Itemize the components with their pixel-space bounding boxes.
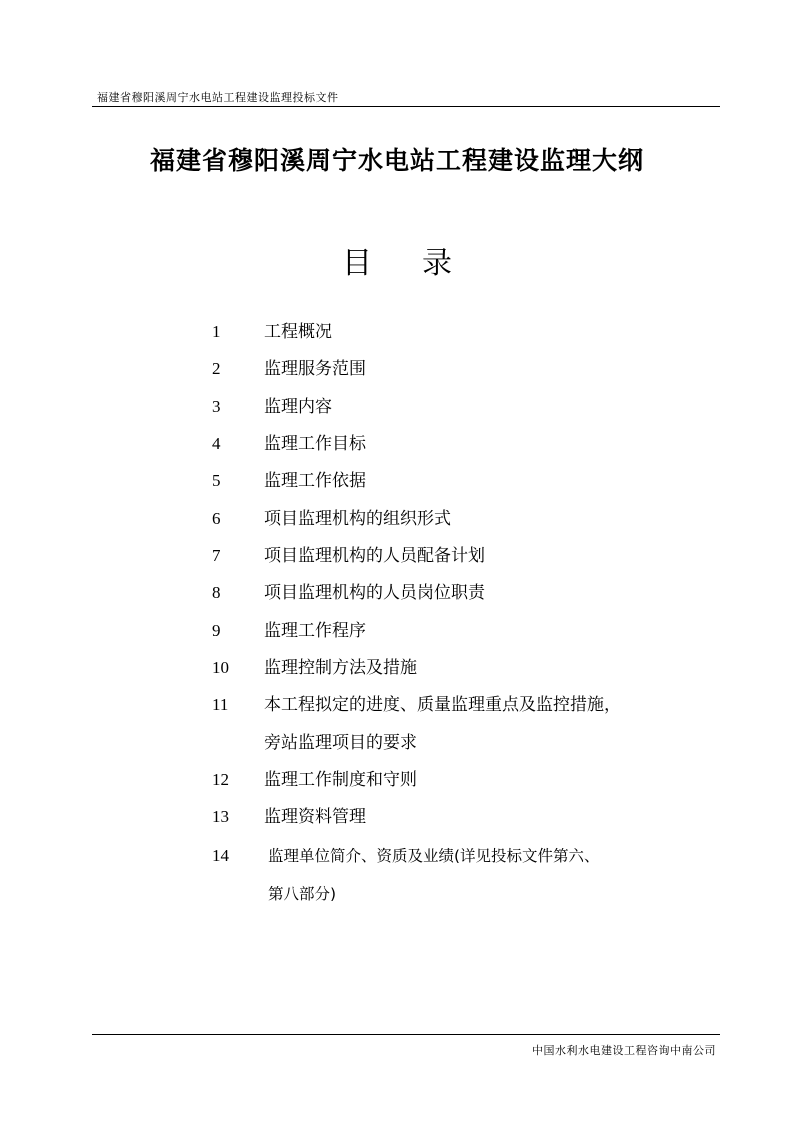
document-title: 福建省穆阳溪周宁水电站工程建设监理大纲 <box>149 146 644 175</box>
toc-entry <box>0 466 794 496</box>
toc-entry-text: 项目监理机构的组织形式 <box>264 509 451 529</box>
toc-heading-char-1: 目 <box>342 246 372 281</box>
toc-entry <box>0 578 794 608</box>
toc-entry-text: 监理资料管理 <box>264 807 366 827</box>
toc-entry <box>0 616 794 646</box>
toc-entry-text: 监理工作程序 <box>264 621 366 641</box>
toc-entry-number: 7 <box>212 546 221 565</box>
toc-entry-number: 14 <box>212 846 229 865</box>
toc-heading-char-2: 录 <box>422 246 452 281</box>
toc-entry-continuation: 旁站监理项目的要求 <box>264 733 417 753</box>
toc-entry-number: 11 <box>212 695 229 714</box>
toc-entry <box>0 317 794 347</box>
footer-divider <box>92 1034 720 1035</box>
header-divider <box>92 106 720 107</box>
toc-entry <box>0 504 794 534</box>
toc-entry-text: 监理控制方法及措施 <box>264 658 417 678</box>
toc-entry-text: 监理工作制度和守则 <box>264 770 417 790</box>
toc-entry <box>0 765 794 795</box>
toc-entry-number: 13 <box>212 807 229 826</box>
toc-entry-continuation: 第八部分) <box>268 885 337 903</box>
toc-entry-text: 监理单位简介、资质及业绩(详见投标文件第六、 <box>268 847 600 865</box>
toc-entry <box>0 541 794 571</box>
toc-entry-number: 9 <box>212 621 221 640</box>
toc-entry-number: 4 <box>212 434 221 453</box>
toc-entry-text: 监理内容 <box>264 397 332 417</box>
toc-entry <box>0 841 794 871</box>
toc-entry-text: 本工程拟定的进度、质量监理重点及监控措施， <box>264 695 621 715</box>
toc-entry-text: 项目监理机构的人员配备计划 <box>264 546 485 566</box>
toc-entry-number: 12 <box>212 770 229 789</box>
toc-entry <box>0 429 794 459</box>
toc-entry <box>0 354 794 384</box>
toc-entry-number: 3 <box>212 397 221 416</box>
toc-entry-number: 8 <box>212 583 221 602</box>
toc-entry <box>0 690 794 720</box>
toc-entry-text: 监理工作依据 <box>264 471 366 491</box>
toc-entry-number: 2 <box>212 359 221 378</box>
toc-entry-number: 5 <box>212 471 221 490</box>
toc-entry-text: 监理服务范围 <box>264 359 366 379</box>
toc-entry <box>0 802 794 832</box>
toc-entry <box>0 653 794 683</box>
running-header: 福建省穆阳溪周宁水电站工程建设监理投标文件 <box>97 91 339 104</box>
toc-heading <box>0 238 794 282</box>
toc-entry <box>0 392 794 422</box>
toc-entry-number: 10 <box>212 658 229 677</box>
toc-entry-text: 监理工作目标 <box>264 434 366 454</box>
running-footer: 中国水利水电建设工程咨询中南公司 <box>532 1044 716 1057</box>
toc-entry-text: 工程概况 <box>264 322 332 342</box>
toc-entry-number: 1 <box>212 322 221 341</box>
toc-entry-text: 项目监理机构的人员岗位职责 <box>264 583 485 603</box>
toc-entry-number: 6 <box>212 509 221 528</box>
